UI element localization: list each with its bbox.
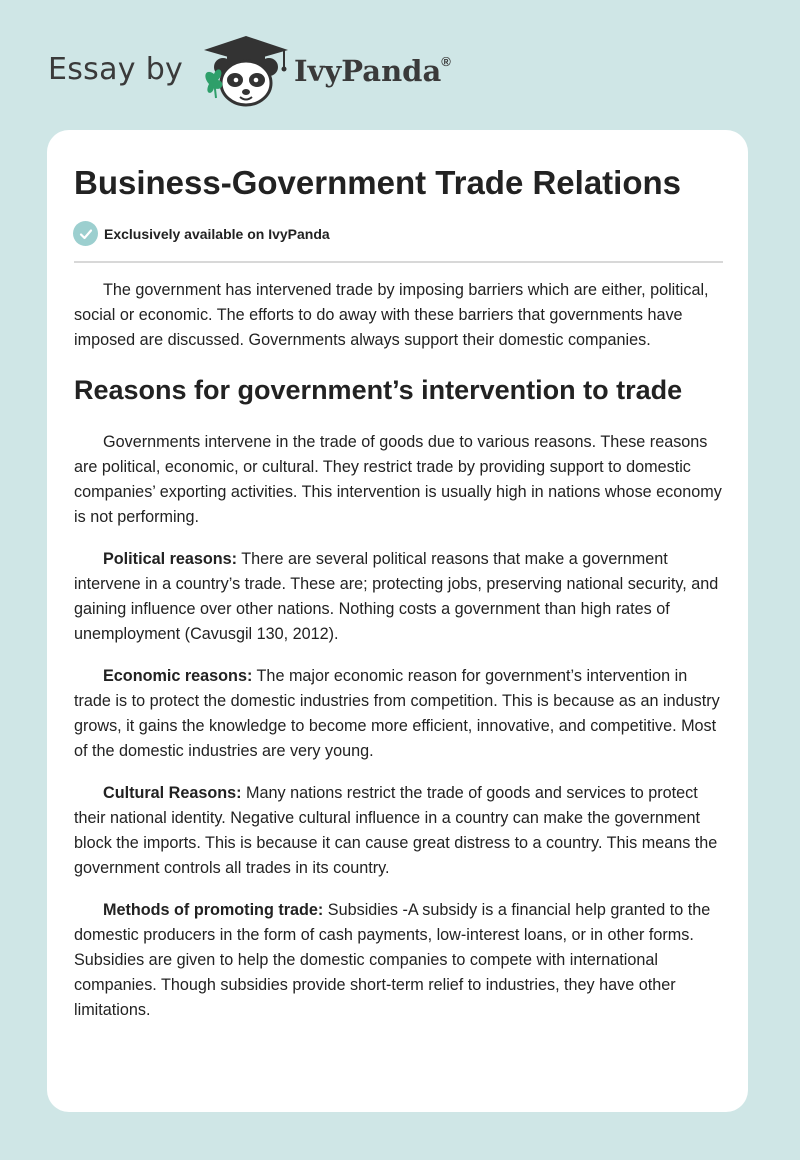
check-icon (73, 221, 98, 246)
paragraph-lead: Economic reasons: (103, 667, 253, 685)
badge-label: Exclusively available on IvyPanda (104, 225, 330, 242)
methods-paragraph (74, 898, 726, 1023)
divider (74, 261, 723, 263)
paragraph-lead: Political reasons: (103, 550, 238, 568)
section-intro-paragraph: Governments intervene in the trade of goods due to various reasons. These reasons are political, economic, or cultural. They restrict trade by providing support to domestic companies’ exporting activities. This intervention is usually high in nations whose economy is not performing. (74, 433, 722, 526)
essay-body (74, 278, 726, 1040)
page-title: Business-Government Trade Relations (74, 164, 682, 201)
paragraph-text: Subsidies -A subsidy is a financial help granted to the domestic producers in the form of cash payments, low-interest loans, or in other forms. Subsidies are given to help the domestic companies to compete with international companies. Though subsidies provide short-term relief to industries, they have other limitations. (74, 901, 711, 1019)
section-heading: Reasons for government’s intervention to trade (74, 375, 683, 405)
brand-prefix: Essay by (48, 52, 184, 87)
paragraph-lead: Cultural Reasons: (103, 784, 242, 802)
trademark: ® (441, 54, 451, 70)
paragraph-text: Many nations restrict the trade of goods and services to protect their national identity. Negative cultural influence in a country can make the government block the imports. This is because it can cause great distress to a country. This means the government controls all trades in its country. (74, 784, 718, 877)
exclusive-badge (73, 221, 330, 246)
brand-text: IvyPanda (294, 54, 442, 88)
paragraph-text: There are several political reasons that make a government intervene in a country’s trade. These are; protecting jobs, preserving national security, and gaining influence over other nations. Nothing costs a government than high rates of unemployment (Cavusgil 130, 2012). (74, 550, 719, 643)
economic-reasons-paragraph (74, 664, 726, 764)
brand-name[interactable] (294, 54, 451, 88)
site-header (0, 0, 800, 130)
essay-card (47, 130, 748, 1112)
panda-logo-icon[interactable] (200, 34, 292, 108)
political-reasons-paragraph (74, 547, 726, 647)
paragraph-lead: Methods of promoting trade: (103, 901, 324, 919)
paragraph-text: The major economic reason for government’s intervention in trade is to protect the domestic industries from competition. This is because as an industry grows, it gains the knowledge to become more efficient, innovative, and competitive. Most of the domestic industries are very young. (74, 667, 720, 760)
intro-paragraph: The government has intervened trade by imposing barriers which are either, political, social or economic. The efforts to do away with these barriers that governments have imposed are discussed. Governments always support their domestic companies. (74, 281, 709, 349)
cultural-reasons-paragraph (74, 781, 726, 881)
